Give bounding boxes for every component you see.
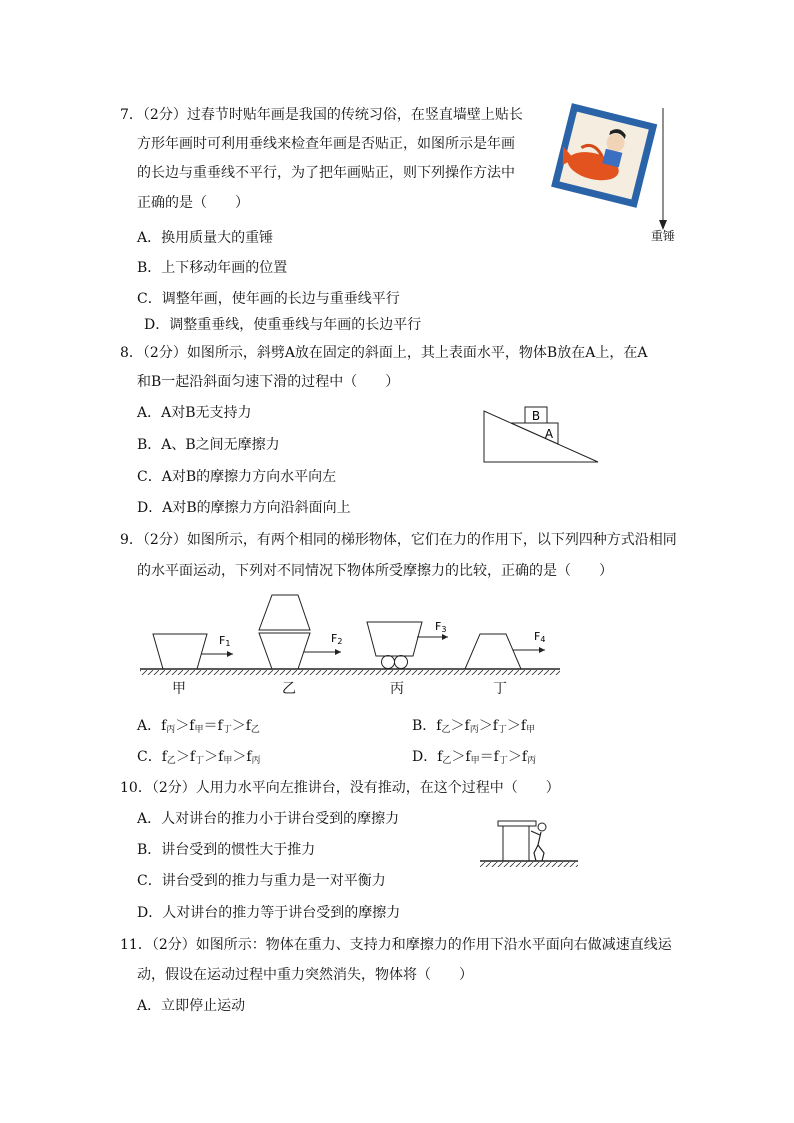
q10-stem-line-1: 10．（2分）人用力水平向左推讲台，没有推动，在这个过程中（ ） [120,780,560,796]
force-f1-label: F [219,634,226,647]
q8-option-c: C．A对B的摩擦力方向水平向左 [137,469,337,485]
q7-stem-line-4: 正确的是（ ） [137,195,249,211]
q7-option-c: C．调整年画，使年画的长边与重垂线平行 [137,291,400,307]
wedge-a-label: A [544,427,554,441]
q8-stem-line-2: 和B一起沿斜面匀速下滑的过程中（ ） [137,374,400,390]
force-f4-subscript: 4 [540,635,546,644]
force-f1-subscript: 1 [225,639,231,648]
q8-stem-line-1: 8．（2分）如图所示，斜劈A放在固定的斜面上，其上表面水平，物体B放在A上，在A [120,345,648,361]
q7-option-b: B．上下移动年画的位置 [137,260,288,276]
q11-option-a: A．立即停止运动 [137,998,246,1014]
q9-option-d: D．$f_乙>f_甲=f_丁>f_丙$ [412,749,537,766]
push-podium-figure [478,815,582,871]
q7-option-d: D．调整重垂线，使重垂线与年画的长边平行 [144,317,422,333]
incline-wedge-figure [478,402,604,466]
svg-text:F1 [219,634,230,648]
q8-option-b: B．A、B之间无摩擦力 [137,437,280,453]
label-bing: 丙 [390,681,404,697]
plumb-bob-label: 重锤 [651,229,676,243]
force-f4-label: F [534,630,541,643]
svg-text:F4 [534,630,545,644]
label-jia: 甲 [172,681,186,697]
label-ding: 丁 [493,681,507,697]
q8-option-a: A．A对B无支持力 [137,405,252,421]
label-yi: 乙 [282,681,296,697]
q11-stem-line-1: 11．（2分）如图所示：物体在重力、支持力和摩擦力的作用下沿水平面向右做减速直线运 [120,937,672,953]
svg-text:F2 [331,632,342,646]
q8-option-d: D．A对B的摩擦力方向沿斜面向上 [137,500,351,516]
q11-stem-line-2: 动，假设在运动过程中重力突然消失，物体将（ ） [137,967,473,983]
q9-option-a: A．$f_丙>f_甲=f_丁>f_乙$ [137,718,260,735]
force-f2-label: F [331,632,338,645]
force-f3-label: F [435,620,442,633]
q10-option-d: D．人对讲台的推力等于讲台受到的摩擦力 [137,905,401,921]
q9-option-c: C．$f_乙>f_丁>f_甲>f_丙$ [137,749,261,766]
q7-option-a: A．换用质量大的重锤 [137,230,274,246]
force-f2-subscript: 2 [337,637,343,646]
q9-option-b: B．$f_乙>f_丙>f_丁>f_甲$ [412,718,536,735]
q10-option-a: A．人对讲台的推力小于讲台受到的摩擦力 [137,811,400,827]
q9-stem-line-1: 9．（2分）如图所示，有两个相同的梯形物体，它们在力的作用下，以下列四种方式沿相同 [120,532,677,548]
q10-option-c: C．讲台受到的推力与重力是一对平衡力 [137,873,386,889]
q7-stem-line-3: 的长边与重垂线不平行，为了把年画贴正，则下列操作方法中 [137,165,515,181]
force-f3-subscript: 3 [441,625,447,634]
q10-option-b: B．讲台受到的惯性大于推力 [137,842,316,858]
svg-text:F3 [435,620,446,634]
q7-stem-line-2: 方形年画时可利用垂线来检查年画是否贴正，如图所示是年画 [137,136,515,152]
block-b-label: B [531,409,541,423]
q9-stem-line-2: 的水平面运动，下列对不同情况下物体所受摩擦力的比较，正确的是（ ） [137,563,613,579]
q7-stem-line-1: 7．（2分）过春节时贴年画是我国的传统习俗，在竖直墙壁上贴长 [120,107,523,123]
